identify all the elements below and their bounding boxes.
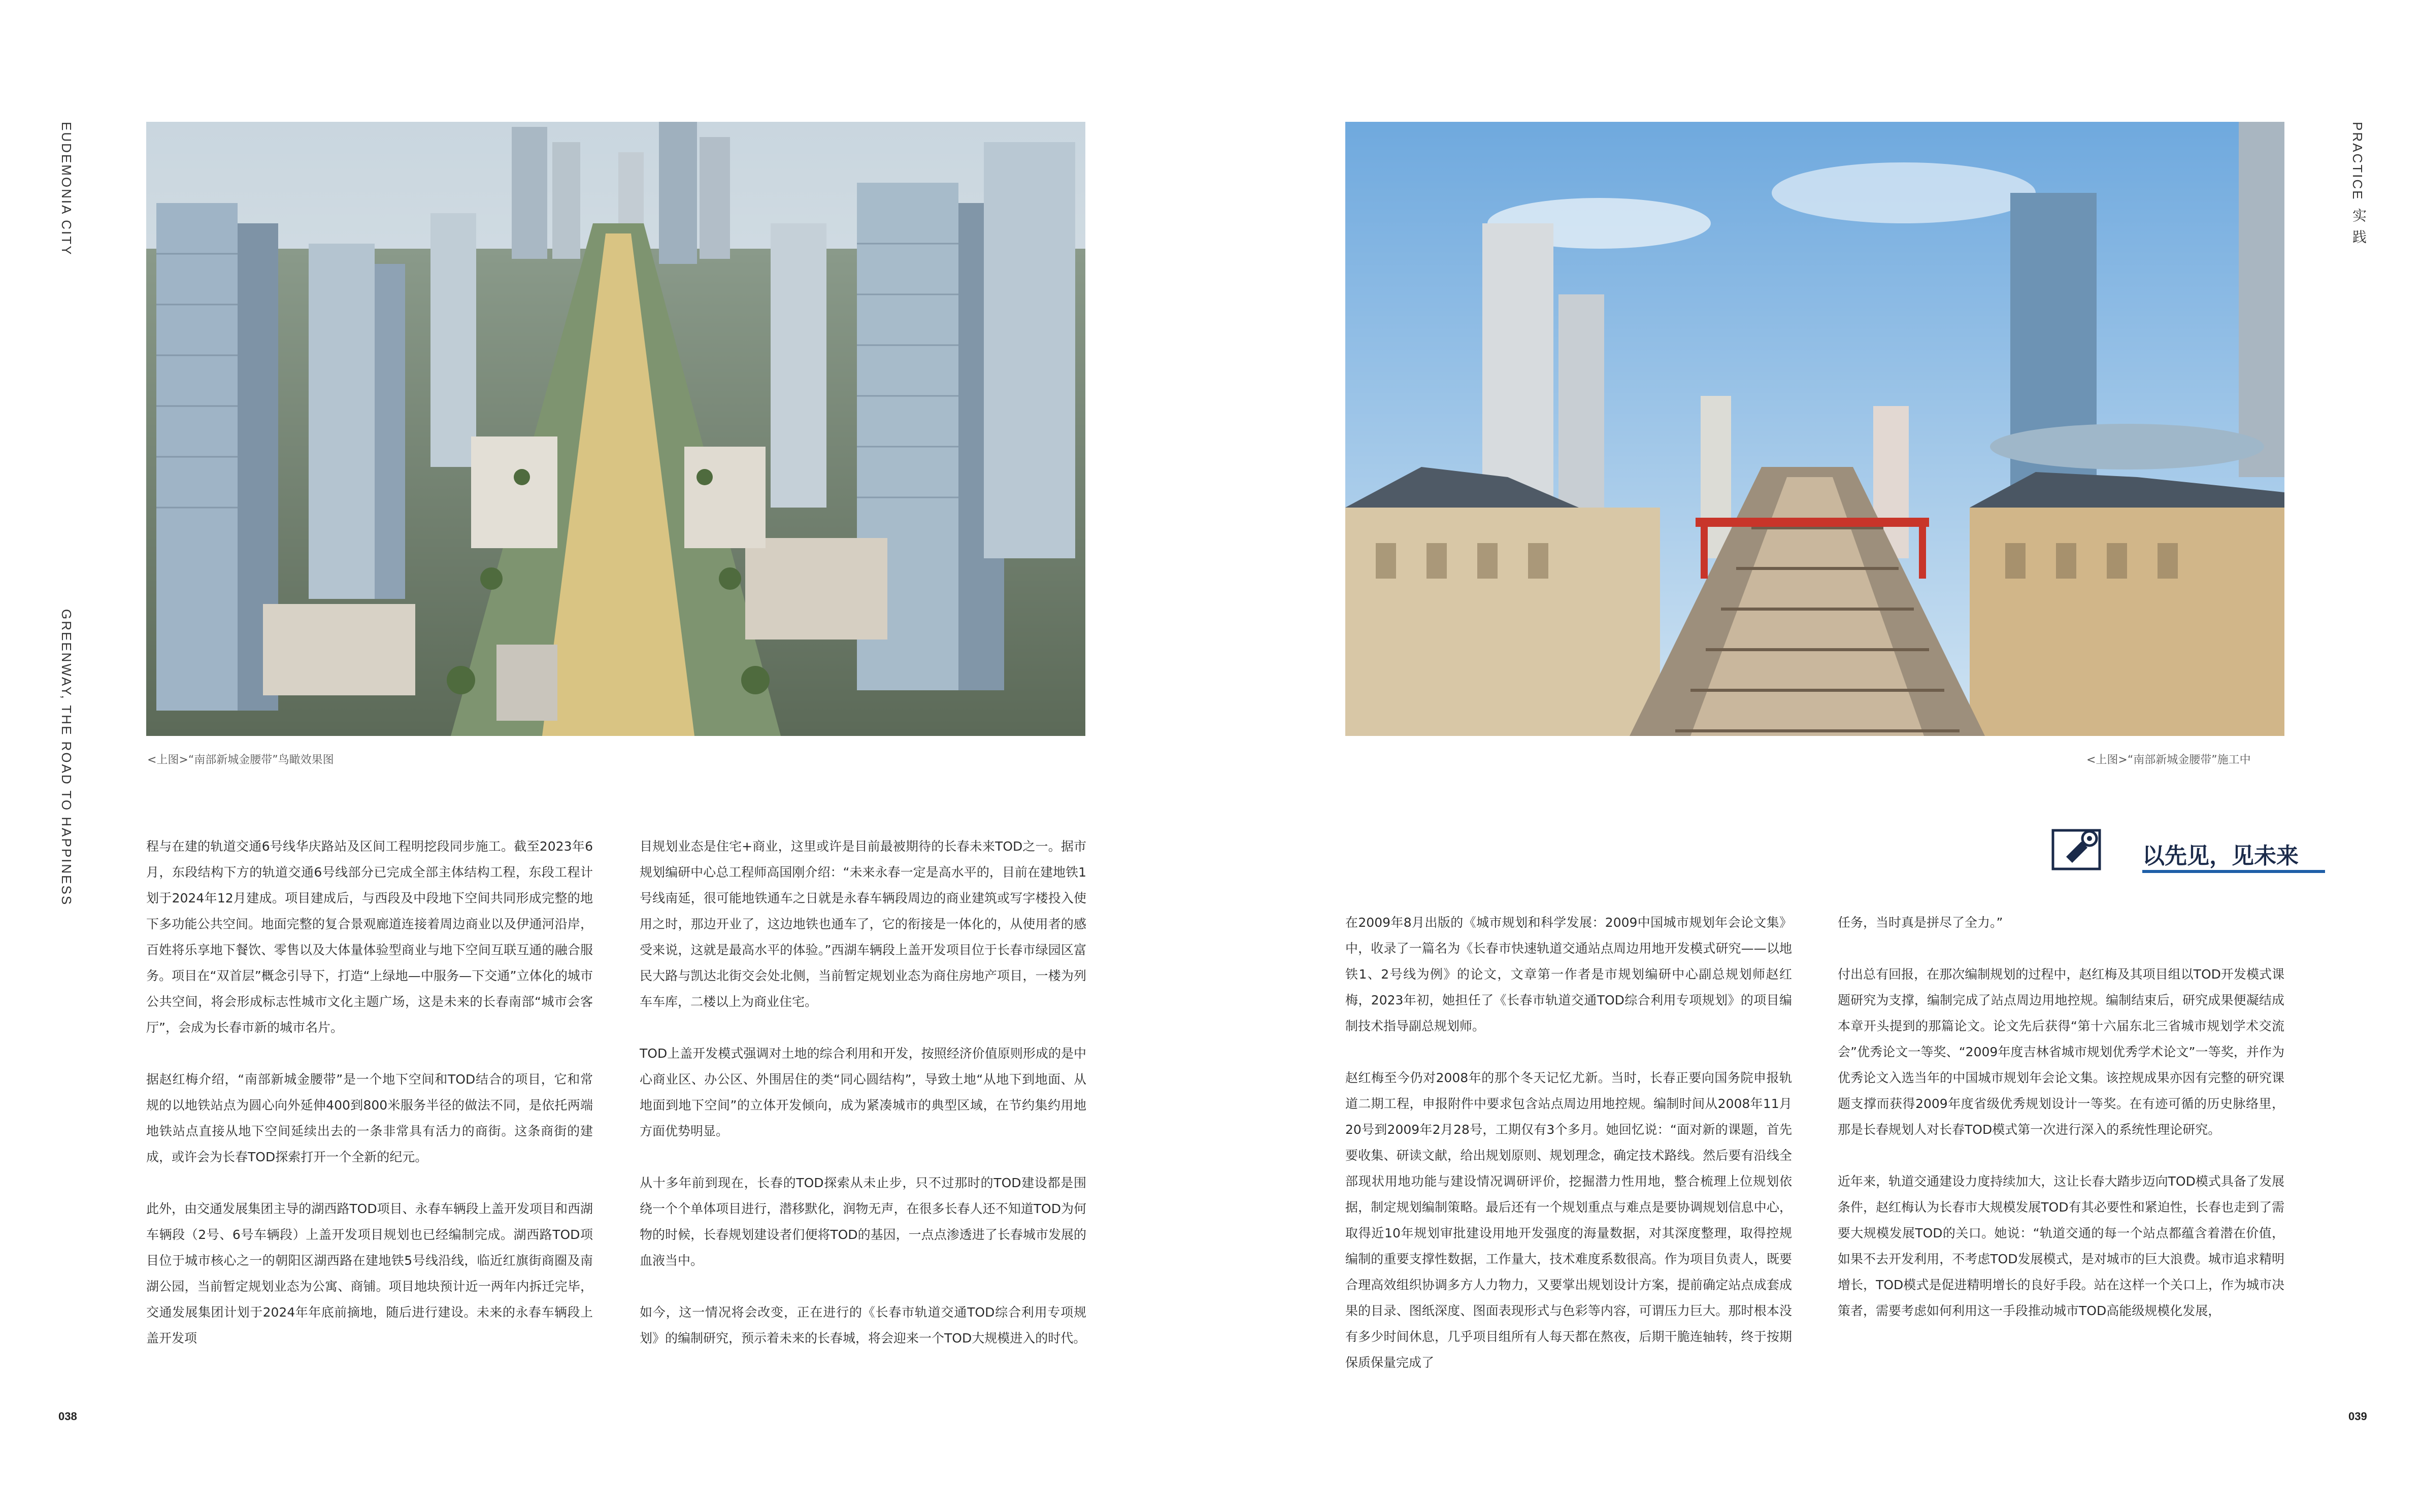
page-number-left: 038 (58, 1410, 77, 1423)
paragraph: 程与在建的轨道交通6号线华庆路站及区间工程明挖段同步施工。截至2023年6月，东段结构下方的轨道交通6号线部分已完成全部主体结构工程，东段工程计划于2024年12月建成。项目建成后，与西段及中段地下空间共同形成完整的地下多功能公共空间。地面完整的复合景观廊道连接着周边商业以及伊通河沿岸，百姓将乐享地下餐饮、零售以及大体量体验型商业与地下空间互联互通的融合服务。项目在“双首层”概念引导下，打造“上绿地—中服务—下交通”立体化的城市公共空间，将会形成标志性城市文化主题广场，这是未来的长春南部“城市会客厅”，会成为长春市新的城市名片。 (146, 839, 593, 1035)
paragraph: 如今，这一情况将会改变，正在进行的《长春市轨道交通TOD综合利用专项规划》的编制研究，预示着未来的长春城，将会迎来一个TOD大规模进入的时代。 (640, 1305, 1086, 1346)
paragraph: 目规划业态是住宅+商业，这里或许是目前最被期待的长春未来TOD之一。据市规划编研中心总工程师高国刚介绍：“未来永春一定是高水平的，目前在建地铁1号线南延，很可能地铁通车之日就是永春车辆段周边的商业建筑或写字楼投入使用之时，那边开业了，这边地铁也通车了，它的衔接是一体化的，从使用者的感受来说，这就是最高水平的体验。”西湖车辆段上盖开发项目位于长春市绿园区富民大路与凯达北街交会处北侧，当前暂定规划业态为商住房地产项目，一楼为列车车库，二楼以上为商业住宅。 (640, 839, 1086, 1009)
section-title: 以先见，见未来 (2142, 843, 2299, 869)
section-underline (2142, 870, 2325, 873)
running-head-left-bottom: GREENWAY, THE ROAD TO HAPPINESS (59, 609, 74, 906)
paragraph: 近年来，轨道交通建设力度持续加大，这让长春大踏步迈向TOD模式具备了发展条件，赵红梅认为长春市大规模发展TOD有其必要性和紧迫性，长春也走到了需要大规模发展TOD的关口。她说：“轨道交通的每一个站点都蕴含着潜在价值，如果不去开发利用，不考虑TOD发展模式，是对城市的巨大浪费。城市追求精明增长，TOD模式是促进精明增长的良好手段。站在这样一个关口上，作为城市决策者，需要考虑如何利用这一手段推动城市TOD高能级规模化发展， (1838, 1174, 2284, 1318)
paragraph: TOD上盖开发模式强调对土地的综合利用和开发，按照经济价值原则形成的是中心商业区、办公区、外围居住的类“同心圆结构”，导致土地“从地下到地面、从地面到地下空间”的立体开发倾向，成为紧凑城市的典型区域，在节约集约用地方面优势明显。 (640, 1046, 1086, 1138)
running-head-right-cn: 实践 (2350, 208, 2367, 251)
paragraph: 在2009年8月出版的《城市规划和科学发展：2009中国城市规划年会论文集》中，收录了一篇名为《长春市快速轨道交通站点周边用地开发模式研究——以地铁1、2号线为例》的论文，文章第一作者是市规划编研中心副总规划师赵红梅，2023年初，她担任了《长春市轨道交通TOD综合利用专项规划》的项目编制技术指导副总规划师。 (1345, 915, 1792, 1033)
section-heading (2051, 826, 2325, 873)
running-head-right-en: PRACTICE (2350, 122, 2365, 201)
page-number-right: 039 (2348, 1410, 2367, 1423)
aerial-rendering-photo (146, 122, 1085, 736)
construction-site-photo (1345, 122, 2284, 736)
right-page-column-1 (1345, 910, 1792, 1375)
paragraph: 任务，当时真是拼尽了全力。” (1838, 915, 2003, 930)
paragraph: 此外，由交通发展集团主导的湖西路TOD项目、永春车辆段上盖开发项目和西湖车辆段（2号、6号车辆段）上盖开发项目规划也已经编制完成。湖西路TOD项目位于城市核心之一的朝阳区湖西路在建地铁5号线沿线，临近红旗街商圈及南湖公园，当前暂定规划业态为公寓、商铺。项目地块预计近一两年内拆迁完毕，交通发展集团计划于2024年年底前摘地，随后进行建设。未来的永春车辆段上盖开发项 (146, 1201, 593, 1346)
right-page-column-2 (1838, 910, 2284, 1324)
paragraph: 据赵红梅介绍，“南部新城金腰带”是一个地下空间和TOD结合的项目，它和常规的以地铁站点为圆心向外延伸400到800米服务半径的做法不同，是依托两端地铁站点直接从地下空间延续出去的一条非常具有活力的商街。这条商街的建成，或许会为长春TOD探索打开一个全新的纪元。 (146, 1072, 593, 1164)
right-photo-caption: <上图>“南部新城金腰带”施工中 (2086, 754, 2251, 766)
left-page-column-1 (146, 833, 593, 1351)
left-page-column-2 (640, 833, 1086, 1351)
paragraph: 从十多年前到现在，长春的TOD探索从未止步，只不过那时的TOD建设都是围绕一个个单体项目进行，潜移默化，润物无声，在很多长春人还不知道TOD为何物的时候，长春规划建设者们便将TOD的基因，一点点渗透进了长春城市发展的血液当中。 (640, 1175, 1086, 1268)
running-head-left-top: EUDEMONIA CITY (59, 122, 74, 256)
left-photo-caption: <上图>“南部新城金腰带”鸟瞰效果图 (147, 754, 334, 766)
paragraph: 付出总有回报，在那次编制规划的过程中，赵红梅及其项目组以TOD开发模式课题研究为支撑，编制完成了站点周边用地控规。编制结束后，研究成果便凝结成本章开头提到的那篇论文。论文先后获得“第十六届东北三省城市规划学术交流会”优秀论文一等奖、“2009年度吉林省城市规划优秀学术论文”一等奖，并作为优秀论文入选当年的中国城市规划年会论文集。该控规成果亦因有完整的研究课题支撑而获得2009年度省级优秀规划设计一等奖。在有迹可循的历史脉络里，那是长春规划人对长春TOD模式第一次进行深入的系统性理论研究。 (1838, 967, 2284, 1137)
map-pin-icon (2051, 826, 2107, 873)
paragraph: 赵红梅至今仍对2008年的那个冬天记忆尤新。当时，长春正要向国务院申报轨道二期工程，申报附件中要求包含站点周边用地控规。编制时间从2008年11月20号到2009年2月28号，工期仅有3个多月。她回忆说：“面对新的课题，首先要收集、研读文献，给出规划原则、规划理念，确定技术路线。然后要有沿线全部现状用地功能与建设情况调研评价，挖掘潜力性用地，整合梳理上位规划依据，制定规划编制策略。最后还有一个规划重点与难点是要协调规划信息中心，取得近10年规划审批建设用地开发强度的海量数据，对其深度整理，取得控规编制的重要支撑性数据，工作量大，技术难度系数很高。作为项目负责人，既要合理高效组织协调多方人力物力，又要掌出规划设计方案，提前确定站点成套成果的目录、图纸深度、图面表现形式与色彩等内容，可谓压力巨大。那时根本没有多少时间休息，几乎项目组所有人每天都在熬夜，后期干脆连轴转，终于按期保质保量完成了 (1345, 1070, 1792, 1370)
